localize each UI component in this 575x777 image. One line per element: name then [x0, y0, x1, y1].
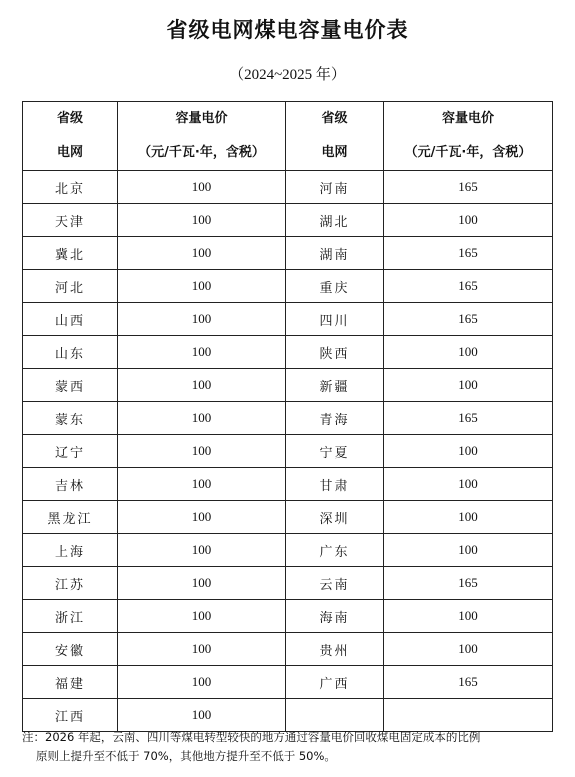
price-cell-right: 100: [384, 633, 553, 666]
table-row: [23, 666, 553, 699]
price-cell-right: 165: [384, 402, 553, 435]
price-cell-left: 100: [118, 336, 286, 369]
table-body: [23, 102, 553, 732]
region-cell-left: 黑龙江: [23, 501, 118, 534]
price-cell-right: 100: [384, 204, 553, 237]
region-cell-right: 新疆: [286, 369, 384, 402]
region-cell-left: 江西: [23, 699, 118, 732]
price-cell-left: 100: [118, 666, 286, 699]
table-row: [23, 699, 553, 732]
price-cell-right: 165: [384, 666, 553, 699]
price-cell-left: 100: [118, 534, 286, 567]
header-price-line2: （元/千瓦·年，含税）: [404, 145, 532, 160]
region-cell-left: 北京: [23, 171, 118, 204]
region-cell-right: 宁夏: [286, 435, 384, 468]
price-cell-left: 100: [118, 402, 286, 435]
region-cell-right: 湖北: [286, 204, 384, 237]
table-row: [23, 237, 553, 270]
price-cell-left: 100: [118, 699, 286, 732]
price-cell-right: 100: [384, 501, 553, 534]
table-row: [23, 171, 553, 204]
header-region-line2: 电网: [56, 145, 83, 160]
table-row: [23, 600, 553, 633]
region-cell-right: 云南: [286, 567, 384, 600]
capacity-price-table: [22, 101, 553, 732]
region-cell-left: 河北: [23, 270, 118, 303]
region-cell-right: 青海: [286, 402, 384, 435]
header-price-right: [384, 102, 553, 171]
price-cell-right: 100: [384, 369, 553, 402]
page-subtitle: （2024~2025 年）: [229, 67, 346, 83]
price-cell-left: 100: [118, 171, 286, 204]
price-cell-right: 100: [384, 468, 553, 501]
region-cell-right: 四川: [286, 303, 384, 336]
price-cell-left: 100: [118, 303, 286, 336]
price-cell-right: 100: [384, 336, 553, 369]
region-cell-left: 天津: [23, 204, 118, 237]
region-cell-left: 浙江: [23, 600, 118, 633]
region-cell-left: 安徽: [23, 633, 118, 666]
table-row: [23, 204, 553, 237]
price-cell-right: 165: [384, 567, 553, 600]
table-row: [23, 270, 553, 303]
region-cell-left: 吉林: [23, 468, 118, 501]
price-cell-left: 100: [118, 237, 286, 270]
region-cell-right: [286, 699, 384, 732]
table-row: [23, 435, 553, 468]
region-cell-right: 广西: [286, 666, 384, 699]
header-price-left: [118, 102, 286, 171]
region-cell-left: 蒙东: [23, 402, 118, 435]
price-cell-right: 165: [384, 303, 553, 336]
price-cell-right: 165: [384, 270, 553, 303]
region-cell-right: 河南: [286, 171, 384, 204]
region-cell-right: 深圳: [286, 501, 384, 534]
footnote: [22, 728, 554, 766]
region-cell-left: 上海: [23, 534, 118, 567]
table-row: [23, 633, 553, 666]
region-cell-right: 重庆: [286, 270, 384, 303]
footnote-line2: 原则上提升至不低于 70%，其他地方提升至不低于 50%。: [36, 749, 336, 763]
footnote-line1: 注：2026 年起，云南、四川等煤电转型较快的地方通过容量电价回收煤电固定成本的比例: [22, 730, 481, 744]
table-header-row: [23, 102, 553, 171]
price-cell-left: 100: [118, 633, 286, 666]
header-region-right: [286, 102, 384, 171]
table-row: [23, 336, 553, 369]
region-cell-left: 冀北: [23, 237, 118, 270]
region-cell-left: 福建: [23, 666, 118, 699]
table-row: [23, 468, 553, 501]
region-cell-right: 海南: [286, 600, 384, 633]
region-cell-left: 辽宁: [23, 435, 118, 468]
region-cell-left: 山东: [23, 336, 118, 369]
price-cell-right: [384, 699, 553, 732]
table-row: [23, 402, 553, 435]
region-cell-right: 广东: [286, 534, 384, 567]
header-region-left: [23, 102, 118, 171]
table-row: [23, 501, 553, 534]
header-region-line1: 省级: [56, 111, 83, 126]
price-cell-left: 100: [118, 270, 286, 303]
price-cell-right: 100: [384, 534, 553, 567]
price-cell-left: 100: [118, 468, 286, 501]
table-row: [23, 567, 553, 600]
price-cell-left: 100: [118, 567, 286, 600]
header-region-line2: 电网: [321, 145, 348, 160]
price-cell-right: 100: [384, 600, 553, 633]
price-cell-left: 100: [118, 501, 286, 534]
page-title: 省级电网煤电容量电价表: [166, 18, 409, 42]
table-row: [23, 303, 553, 336]
header-price-line1: 容量电价: [441, 111, 494, 126]
region-cell-left: 山西: [23, 303, 118, 336]
header-price-line2: （元/千瓦·年，含税）: [138, 145, 265, 160]
table-row: [23, 534, 553, 567]
price-cell-right: 165: [384, 171, 553, 204]
region-cell-right: 贵州: [286, 633, 384, 666]
region-cell-right: 陕西: [286, 336, 384, 369]
header-price-line1: 容量电价: [175, 111, 228, 126]
region-cell-right: 甘肃: [286, 468, 384, 501]
price-cell-left: 100: [118, 204, 286, 237]
price-cell-right: 100: [384, 435, 553, 468]
price-cell-right: 165: [384, 237, 553, 270]
table-row: [23, 369, 553, 402]
region-cell-left: 江苏: [23, 567, 118, 600]
price-cell-left: 100: [118, 369, 286, 402]
header-region-line1: 省级: [321, 111, 348, 126]
price-cell-left: 100: [118, 435, 286, 468]
region-cell-left: 蒙西: [23, 369, 118, 402]
region-cell-right: 湖南: [286, 237, 384, 270]
price-cell-left: 100: [118, 600, 286, 633]
